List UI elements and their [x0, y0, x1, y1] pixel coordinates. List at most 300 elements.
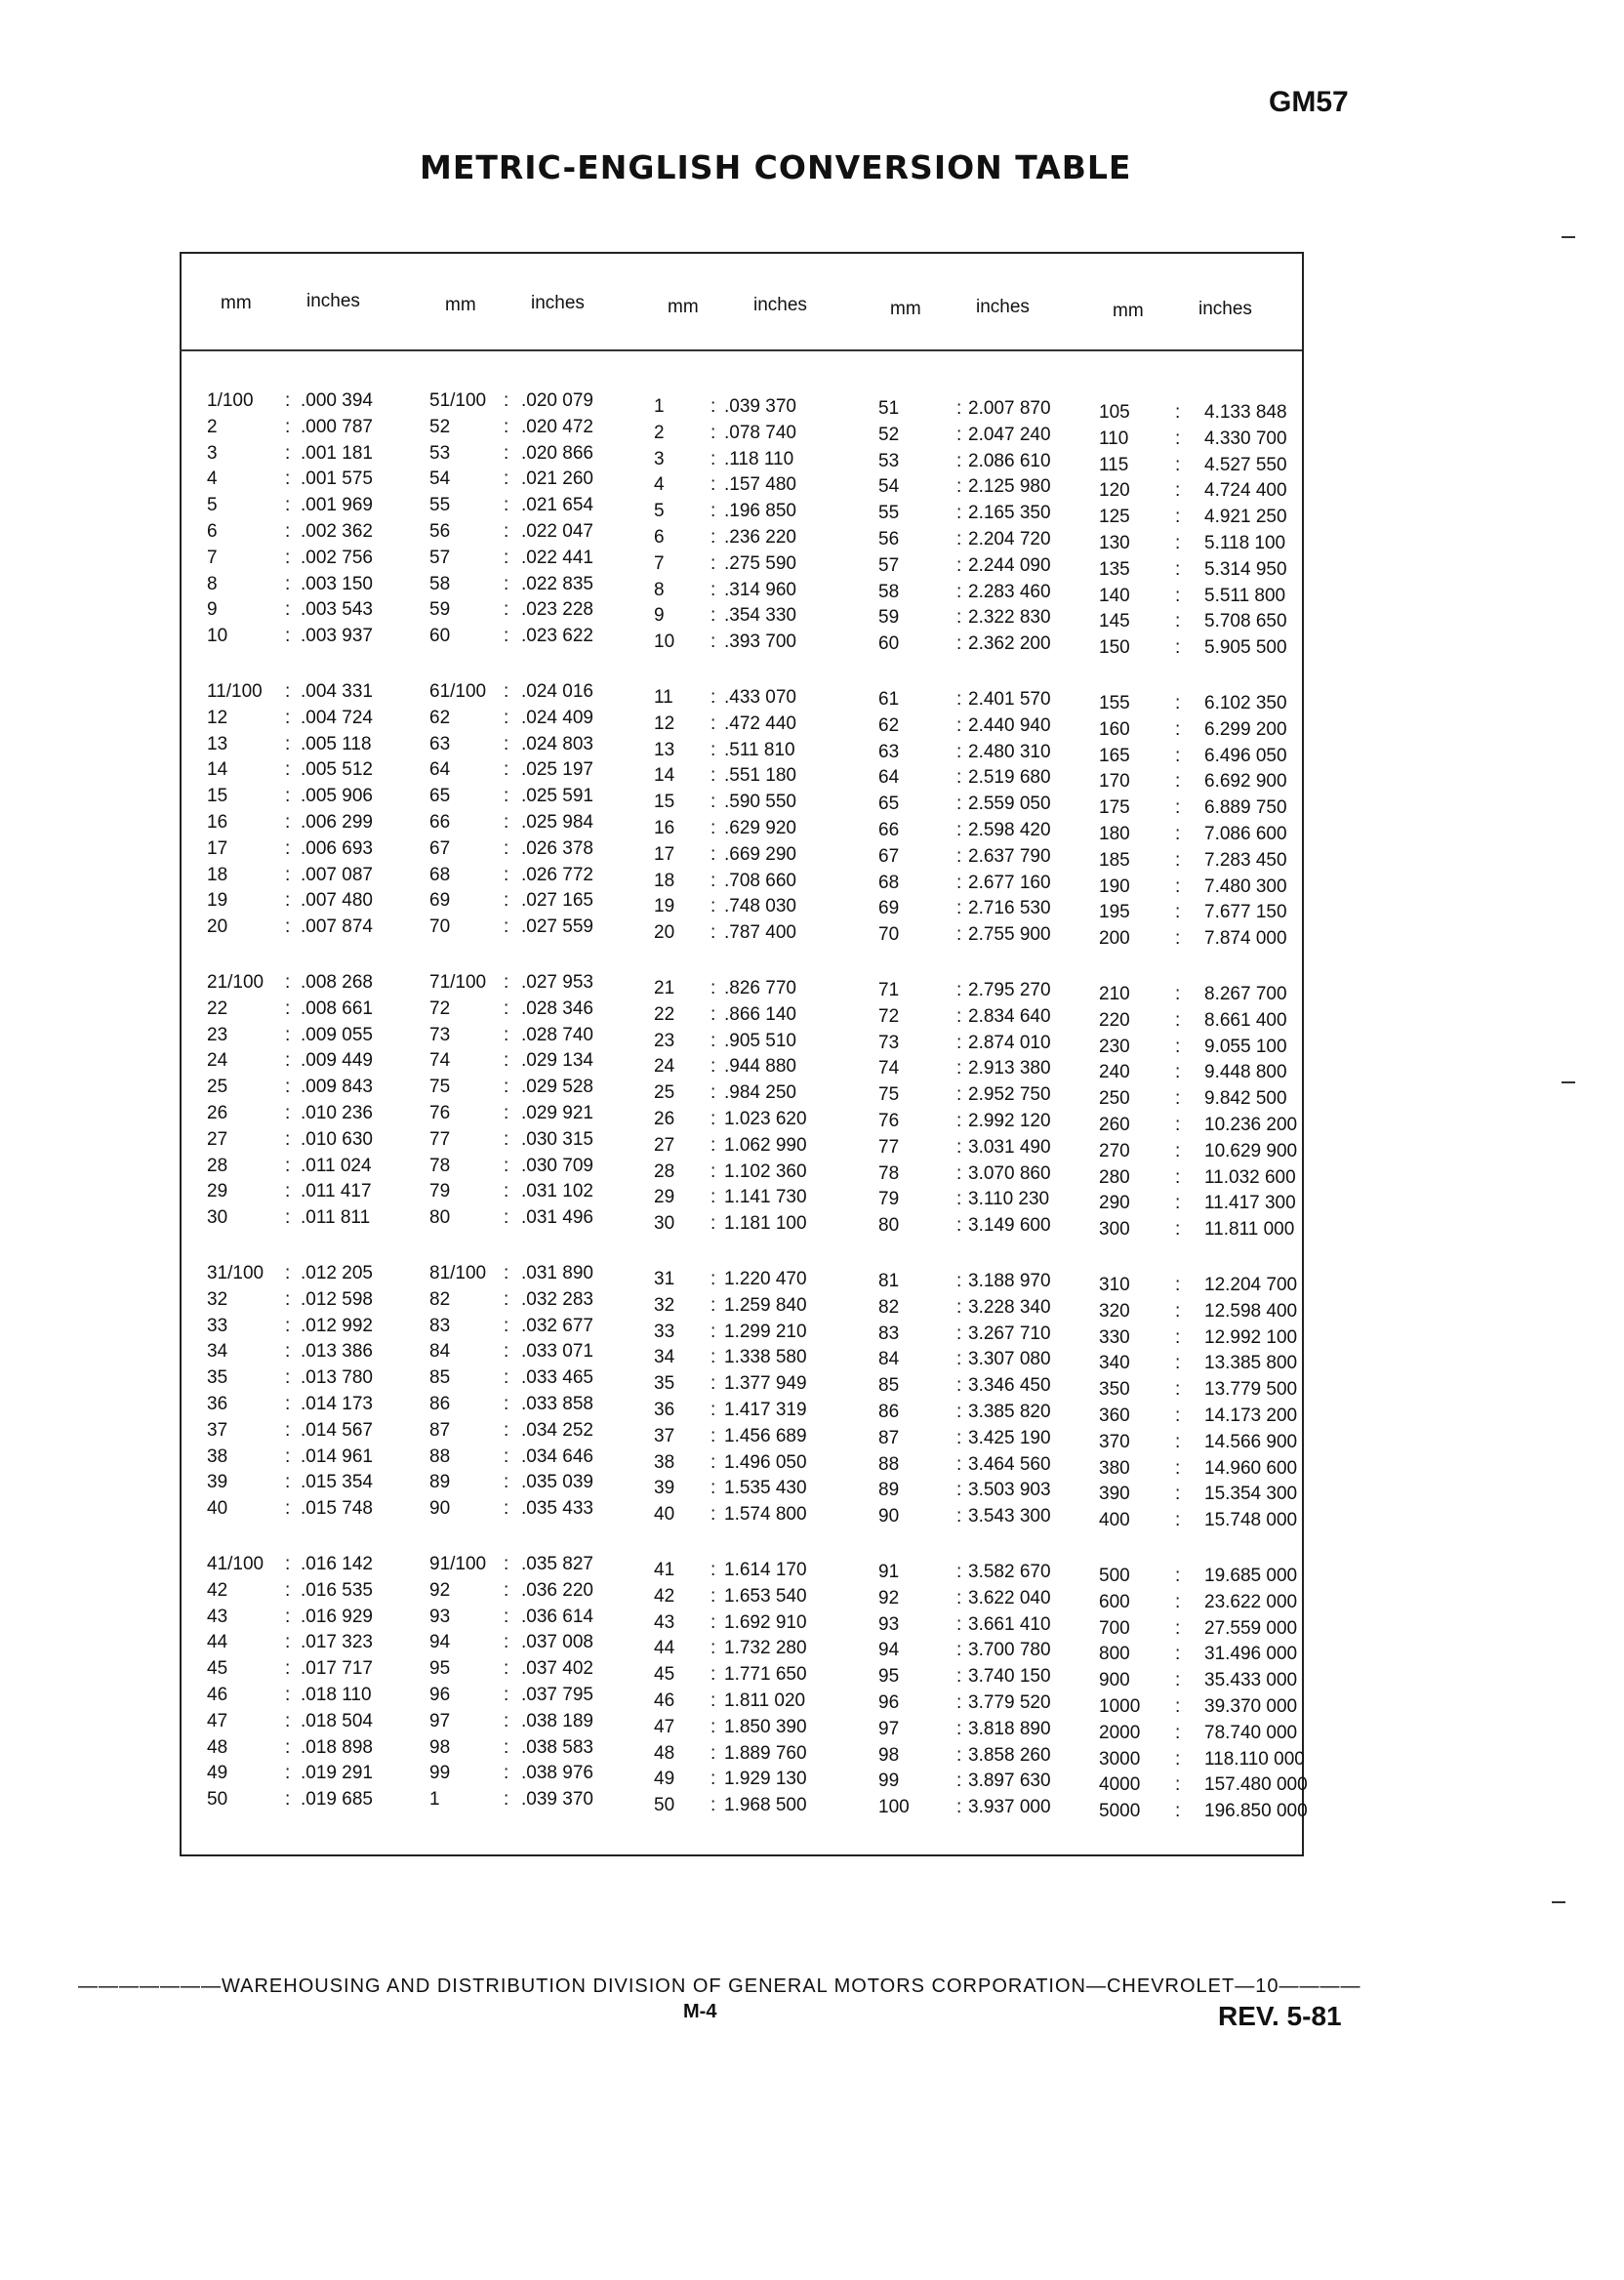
- cell-mm: 96: [429, 1685, 451, 1705]
- cell-inches: .393 700: [724, 631, 796, 653]
- cell-mm: 3: [207, 442, 218, 464]
- cell-separator: :: [285, 547, 291, 568]
- cell-inches: .024 803: [521, 733, 593, 754]
- cell-inches: 1.653 540: [724, 1585, 807, 1607]
- cell-separator: :: [285, 1606, 291, 1627]
- cell-inches: 1.732 280: [724, 1638, 807, 1659]
- cell-inches: 2.913 380: [968, 1058, 1051, 1079]
- cell-separator: :: [956, 1323, 962, 1344]
- cell-mm: 98: [429, 1736, 451, 1758]
- cell-inches: 1.181 100: [724, 1213, 807, 1235]
- cell-inches: .021 260: [521, 468, 593, 490]
- cell-separator: :: [956, 424, 962, 445]
- cell-inches: .013 386: [301, 1341, 373, 1363]
- cell-inches: 5.905 500: [1204, 637, 1287, 659]
- cell-inches: .037 008: [521, 1632, 593, 1653]
- cell-separator: :: [1175, 1405, 1181, 1426]
- cell-inches: 3.503 903: [968, 1480, 1051, 1501]
- cell-inches: .196 850: [724, 501, 796, 522]
- cell-separator: :: [504, 1077, 509, 1098]
- cell-separator: :: [956, 1296, 962, 1318]
- cell-inches: 3.188 970: [968, 1271, 1051, 1291]
- cell-mm: 75: [878, 1084, 900, 1106]
- cell-mm: 56: [429, 521, 451, 542]
- cell-mm: 38: [654, 1451, 675, 1473]
- cell-separator: :: [1175, 1140, 1181, 1161]
- cell-mm: 65: [429, 786, 451, 807]
- cell-separator: :: [710, 1769, 716, 1790]
- cell-inches: .038 189: [521, 1710, 593, 1731]
- cell-separator: :: [285, 1498, 291, 1520]
- cell-mm: 75: [429, 1077, 451, 1098]
- cell-mm: 28: [654, 1160, 675, 1182]
- cell-separator: :: [956, 741, 962, 762]
- cell-separator: :: [285, 864, 291, 885]
- cell-separator: :: [710, 1160, 716, 1182]
- cell-inches: 5.314 950: [1204, 558, 1287, 580]
- cell-inches: 1.456 689: [724, 1425, 807, 1446]
- cell-separator: :: [1175, 1484, 1181, 1505]
- cell-mm: 2: [207, 416, 218, 437]
- cell-inches: .003 937: [301, 626, 373, 647]
- cell-mm: 700: [1099, 1617, 1130, 1639]
- cell-mm: 60: [429, 626, 451, 647]
- cell-inches: 6.692 900: [1204, 771, 1287, 793]
- cell-mm: 1/100: [207, 390, 254, 411]
- cell-inches: .008 268: [301, 972, 373, 993]
- cell-inches: 3.070 860: [968, 1162, 1051, 1184]
- cell-mm: 73: [878, 1032, 900, 1053]
- cell-mm: 50: [207, 1789, 228, 1811]
- cell-separator: :: [1175, 1379, 1181, 1401]
- cell-inches: 14.566 900: [1204, 1431, 1298, 1452]
- cell-separator: :: [1175, 984, 1181, 1004]
- cell-separator: :: [504, 733, 509, 754]
- cell-separator: :: [504, 1498, 509, 1520]
- cell-inches: 1.259 840: [724, 1294, 807, 1316]
- cell-separator: :: [710, 712, 716, 734]
- cell-mm: 12: [654, 712, 675, 734]
- cell-inches: .236 220: [724, 527, 796, 548]
- cell-separator: :: [504, 495, 509, 516]
- cell-inches: .037 402: [521, 1658, 593, 1680]
- cell-separator: :: [504, 1632, 509, 1653]
- cell-mm: 30: [207, 1207, 228, 1229]
- cell-separator: :: [504, 1419, 509, 1441]
- cell-separator: :: [956, 1640, 962, 1661]
- cell-separator: :: [956, 1349, 962, 1370]
- cell-inches: 3.582 670: [968, 1562, 1051, 1582]
- margin-mark: [1562, 236, 1575, 238]
- cell-separator: :: [710, 765, 716, 787]
- cell-inches: 2.874 010: [968, 1032, 1051, 1053]
- cell-inches: 3.937 000: [968, 1797, 1051, 1818]
- cell-inches: 3.858 260: [968, 1744, 1051, 1766]
- cell-inches: 1.811 020: [724, 1690, 806, 1711]
- cell-inches: .027 559: [521, 916, 593, 938]
- cell-mm: 69: [429, 890, 451, 912]
- cell-mm: 370: [1099, 1431, 1130, 1452]
- cell-mm: 18: [654, 870, 675, 891]
- cell-inches: .004 331: [301, 681, 373, 702]
- cell-inches: 6.496 050: [1204, 745, 1287, 766]
- cell-separator: :: [710, 1478, 716, 1499]
- cell-inches: .006 299: [301, 812, 373, 833]
- cell-separator: :: [956, 633, 962, 655]
- cell-separator: :: [504, 1763, 509, 1784]
- cell-separator: :: [710, 1109, 716, 1129]
- cell-inches: .014 173: [301, 1394, 373, 1414]
- cell-mm: 51/100: [429, 390, 487, 411]
- cell-separator: :: [285, 998, 291, 1019]
- cell-separator: :: [504, 1128, 509, 1150]
- cell-inches: .015 354: [301, 1472, 373, 1493]
- cell-mm: 72: [878, 1005, 900, 1027]
- cell-inches: .826 770: [724, 978, 796, 998]
- cell-inches: .035 433: [521, 1498, 593, 1520]
- page-number: M-4: [683, 2001, 717, 2022]
- cell-separator: :: [285, 1077, 291, 1098]
- cell-mm: 25: [654, 1082, 675, 1104]
- cell-separator: :: [710, 552, 716, 574]
- cell-inches: .029 134: [521, 1050, 593, 1072]
- cell-separator: :: [1175, 428, 1181, 449]
- cell-inches: 9.448 800: [1204, 1062, 1287, 1083]
- cell-separator: :: [710, 501, 716, 522]
- cell-separator: :: [1175, 1617, 1181, 1639]
- cell-inches: .009 055: [301, 1024, 373, 1045]
- cell-inches: .017 323: [301, 1632, 373, 1653]
- cell-inches: 4.133 848: [1204, 402, 1287, 423]
- cell-separator: :: [285, 1554, 291, 1574]
- header-mm: mm: [1113, 301, 1144, 321]
- cell-inches: .031 890: [521, 1263, 593, 1283]
- cell-mm: 135: [1099, 558, 1130, 580]
- cell-separator: :: [285, 1367, 291, 1389]
- cell-mm: 65: [878, 794, 900, 815]
- cell-inches: .036 220: [521, 1579, 593, 1601]
- cell-mm: 90: [878, 1506, 900, 1527]
- cell-inches: 7.086 600: [1204, 824, 1287, 844]
- cell-inches: 4.330 700: [1204, 428, 1287, 449]
- cell-mm: 190: [1099, 875, 1130, 897]
- cell-separator: :: [504, 1024, 509, 1045]
- cell-mm: 58: [878, 581, 900, 602]
- cell-inches: 11.811 000: [1204, 1219, 1295, 1241]
- cell-separator: :: [285, 468, 291, 490]
- cell-separator: :: [710, 1321, 716, 1342]
- cell-separator: :: [956, 1613, 962, 1635]
- revision-label: REV. 5-81: [1218, 2001, 1342, 2031]
- cell-mm: 3: [654, 448, 665, 469]
- cell-separator: :: [1175, 1036, 1181, 1057]
- cell-separator: :: [504, 1315, 509, 1336]
- cell-inches: .002 362: [301, 521, 373, 542]
- cell-mm: 16: [654, 818, 675, 838]
- cell-separator: :: [710, 1560, 716, 1580]
- cell-mm: 300: [1099, 1219, 1130, 1241]
- cell-mm: 170: [1099, 771, 1130, 793]
- cell-mm: 32: [654, 1294, 675, 1316]
- cell-mm: 59: [878, 607, 900, 629]
- cell-inches: .029 528: [521, 1077, 593, 1098]
- cell-mm: 88: [878, 1453, 900, 1475]
- cell-separator: :: [504, 1685, 509, 1705]
- cell-separator: :: [504, 1394, 509, 1414]
- cell-mm: 22: [654, 1003, 675, 1025]
- cell-inches: 4.921 250: [1204, 507, 1287, 528]
- cell-separator: :: [710, 1373, 716, 1395]
- cell-separator: :: [956, 794, 962, 815]
- cell-mm: 140: [1099, 585, 1130, 606]
- cell-mm: 79: [878, 1189, 900, 1210]
- document-code: GM57: [1269, 86, 1349, 118]
- cell-mm: 7: [207, 547, 218, 568]
- cell-inches: .001 575: [301, 468, 373, 490]
- cell-mm: 42: [654, 1585, 675, 1607]
- cell-mm: 84: [429, 1341, 451, 1363]
- cell-separator: :: [1175, 1009, 1181, 1031]
- cell-mm: 86: [429, 1394, 451, 1414]
- cell-separator: :: [956, 924, 962, 946]
- margin-mark: [1562, 1081, 1575, 1083]
- cell-inches: .025 197: [521, 759, 593, 781]
- cell-mm: 83: [429, 1315, 451, 1336]
- cell-separator: :: [710, 978, 716, 998]
- cell-inches: .019 685: [301, 1789, 373, 1811]
- cell-mm: 79: [429, 1181, 451, 1202]
- cell-separator: :: [1175, 824, 1181, 844]
- cell-inches: 15.354 300: [1204, 1484, 1298, 1505]
- cell-mm: 220: [1099, 1009, 1130, 1031]
- cell-inches: .157 480: [724, 474, 796, 496]
- cell-inches: 2.716 530: [968, 898, 1051, 919]
- cell-separator: :: [504, 812, 509, 833]
- cell-inches: 6.299 200: [1204, 718, 1287, 740]
- cell-separator: :: [504, 1736, 509, 1758]
- cell-inches: 4.724 400: [1204, 480, 1287, 502]
- cell-mm: 63: [429, 733, 451, 754]
- cell-mm: 17: [207, 837, 228, 859]
- cell-inches: .013 780: [301, 1367, 373, 1389]
- cell-separator: :: [710, 739, 716, 760]
- cell-mm: 7: [654, 552, 665, 574]
- cell-inches: .005 118: [301, 733, 372, 754]
- cell-mm: 26: [207, 1103, 228, 1123]
- cell-inches: .012 205: [301, 1263, 373, 1283]
- cell-inches: 15.748 000: [1204, 1510, 1298, 1531]
- header-inches: inches: [531, 293, 585, 313]
- cell-mm: 94: [429, 1632, 451, 1653]
- cell-mm: 6: [207, 521, 218, 542]
- cell-mm: 93: [429, 1606, 451, 1627]
- cell-mm: 115: [1099, 454, 1129, 475]
- cell-inches: .551 180: [724, 765, 796, 787]
- cell-inches: .024 016: [521, 681, 593, 702]
- cell-inches: .000 787: [301, 416, 373, 437]
- cell-inches: .011 024: [301, 1155, 372, 1176]
- cell-inches: .004 724: [301, 707, 373, 728]
- cell-separator: :: [1175, 1193, 1181, 1214]
- cell-inches: 1.574 800: [724, 1504, 807, 1526]
- cell-mm: 77: [878, 1136, 900, 1158]
- cell-inches: .022 047: [521, 521, 593, 542]
- cell-inches: 6.889 750: [1204, 797, 1287, 819]
- cell-inches: 3.228 340: [968, 1296, 1051, 1318]
- cell-inches: 2.519 680: [968, 767, 1051, 789]
- cell-inches: .003 543: [301, 599, 373, 621]
- cell-separator: :: [956, 1666, 962, 1688]
- cell-mm: 56: [878, 529, 900, 550]
- cell-inches: .018 504: [301, 1710, 373, 1731]
- cell-inches: .033 071: [521, 1341, 593, 1363]
- cell-mm: 350: [1099, 1379, 1130, 1401]
- cell-mm: 70: [878, 924, 900, 946]
- cell-inches: 2.755 900: [968, 924, 1051, 946]
- cell-mm: 86: [878, 1402, 900, 1422]
- cell-inches: 7.677 150: [1204, 902, 1287, 923]
- cell-separator: :: [956, 529, 962, 550]
- cell-inches: .021 654: [521, 495, 593, 516]
- cell-inches: 3.346 450: [968, 1375, 1051, 1397]
- cell-separator: :: [1175, 875, 1181, 897]
- cell-inches: .012 598: [301, 1288, 373, 1310]
- cell-inches: .001 181: [301, 442, 373, 464]
- cell-separator: :: [1175, 1353, 1181, 1374]
- cell-inches: .037 795: [521, 1685, 593, 1705]
- cell-inches: .005 906: [301, 786, 373, 807]
- cell-mm: 9: [654, 605, 665, 627]
- cell-mm: 400: [1099, 1510, 1130, 1531]
- cell-separator: :: [956, 1271, 962, 1291]
- cell-separator: :: [1175, 402, 1181, 423]
- cell-mm: 24: [207, 1050, 228, 1072]
- cell-inches: 1.062 990: [724, 1134, 807, 1156]
- cell-inches: 157.480 000: [1204, 1774, 1308, 1796]
- cell-separator: :: [285, 1181, 291, 1202]
- cell-mm: 57: [878, 554, 900, 576]
- cell-mm: 89: [429, 1472, 451, 1493]
- cell-mm: 51: [878, 398, 900, 419]
- cell-separator: :: [504, 1341, 509, 1363]
- cell-separator: :: [504, 707, 509, 728]
- cell-inches: 1.338 580: [724, 1347, 807, 1368]
- cell-mm: 125: [1099, 507, 1130, 528]
- cell-mm: 4000: [1099, 1774, 1141, 1796]
- cell-separator: :: [285, 1579, 291, 1601]
- cell-separator: :: [710, 1742, 716, 1764]
- cell-mm: 11/100: [207, 681, 263, 702]
- cell-mm: 49: [654, 1769, 675, 1790]
- cell-separator: :: [956, 1587, 962, 1608]
- cell-mm: 340: [1099, 1353, 1130, 1374]
- cell-inches: 3.779 520: [968, 1692, 1051, 1713]
- cell-inches: 14.173 200: [1204, 1405, 1298, 1426]
- cell-mm: 4: [207, 468, 218, 490]
- cell-separator: :: [285, 1263, 291, 1283]
- cell-separator: :: [504, 1789, 509, 1811]
- cell-separator: :: [285, 1710, 291, 1731]
- cell-mm: 58: [429, 573, 451, 594]
- cell-mm: 500: [1099, 1566, 1130, 1586]
- cell-separator: :: [956, 1402, 962, 1422]
- cell-mm: 16: [207, 812, 228, 833]
- cell-inches: 2.244 090: [968, 554, 1051, 576]
- cell-inches: 10.629 900: [1204, 1140, 1298, 1161]
- cell-separator: :: [1175, 507, 1181, 528]
- cell-mm: 45: [207, 1658, 228, 1680]
- cell-inches: 2.401 570: [968, 689, 1051, 710]
- cell-inches: 1.692 910: [724, 1611, 807, 1633]
- cell-inches: 39.370 000: [1204, 1696, 1298, 1717]
- cell-inches: 1.614 170: [724, 1560, 807, 1580]
- page-title: METRIC-ENGLISH CONVERSION TABLE: [420, 148, 1132, 186]
- cell-separator: :: [710, 1504, 716, 1526]
- header-mm: mm: [890, 299, 921, 319]
- cell-mm: 85: [878, 1375, 900, 1397]
- cell-inches: .028 346: [521, 998, 593, 1019]
- cell-inches: 35.433 000: [1204, 1670, 1298, 1691]
- cell-mm: 32: [207, 1288, 228, 1310]
- cell-mm: 28: [207, 1155, 228, 1176]
- cell-separator: :: [956, 1162, 962, 1184]
- cell-mm: 55: [878, 503, 900, 524]
- cell-inches: .016 142: [301, 1554, 373, 1574]
- cell-separator: :: [504, 1472, 509, 1493]
- cell-inches: .472 440: [724, 712, 796, 734]
- cell-separator: :: [285, 733, 291, 754]
- cell-inches: .354 330: [724, 605, 796, 627]
- cell-separator: :: [504, 1710, 509, 1731]
- cell-inches: .012 992: [301, 1315, 373, 1336]
- cell-mm: 64: [878, 767, 900, 789]
- cell-inches: .031 102: [521, 1181, 593, 1202]
- cell-inches: 196.850 000: [1204, 1801, 1308, 1822]
- cell-separator: :: [285, 416, 291, 437]
- cell-mm: 10: [207, 626, 228, 647]
- cell-separator: :: [956, 714, 962, 736]
- cell-inches: .028 740: [521, 1024, 593, 1045]
- cell-separator: :: [1175, 1326, 1181, 1348]
- cell-separator: :: [710, 1664, 716, 1686]
- cell-inches: 1.102 360: [724, 1160, 807, 1182]
- cell-separator: :: [285, 1445, 291, 1467]
- cell-inches: .022 441: [521, 547, 593, 568]
- cell-inches: 3.818 890: [968, 1718, 1051, 1739]
- cell-mm: 54: [878, 476, 900, 498]
- cell-inches: .944 880: [724, 1056, 796, 1078]
- cell-separator: :: [710, 1400, 716, 1420]
- cell-mm: 13: [207, 733, 228, 754]
- cell-mm: 41: [654, 1560, 675, 1580]
- cell-mm: 44: [654, 1638, 675, 1659]
- cell-separator: :: [1175, 1088, 1181, 1110]
- cell-mm: 44: [207, 1632, 228, 1653]
- cell-mm: 6: [654, 527, 665, 548]
- cell-separator: :: [285, 1128, 291, 1150]
- cell-mm: 17: [654, 843, 675, 865]
- cell-separator: :: [285, 890, 291, 912]
- cell-separator: :: [1175, 1801, 1181, 1822]
- cell-mm: 49: [207, 1763, 228, 1784]
- cell-mm: 46: [207, 1685, 228, 1705]
- cell-separator: :: [1175, 1774, 1181, 1796]
- cell-separator: :: [710, 1056, 716, 1078]
- cell-inches: 12.598 400: [1204, 1300, 1298, 1322]
- cell-mm: 175: [1099, 797, 1130, 819]
- cell-inches: 27.559 000: [1204, 1617, 1298, 1639]
- cell-separator: :: [285, 707, 291, 728]
